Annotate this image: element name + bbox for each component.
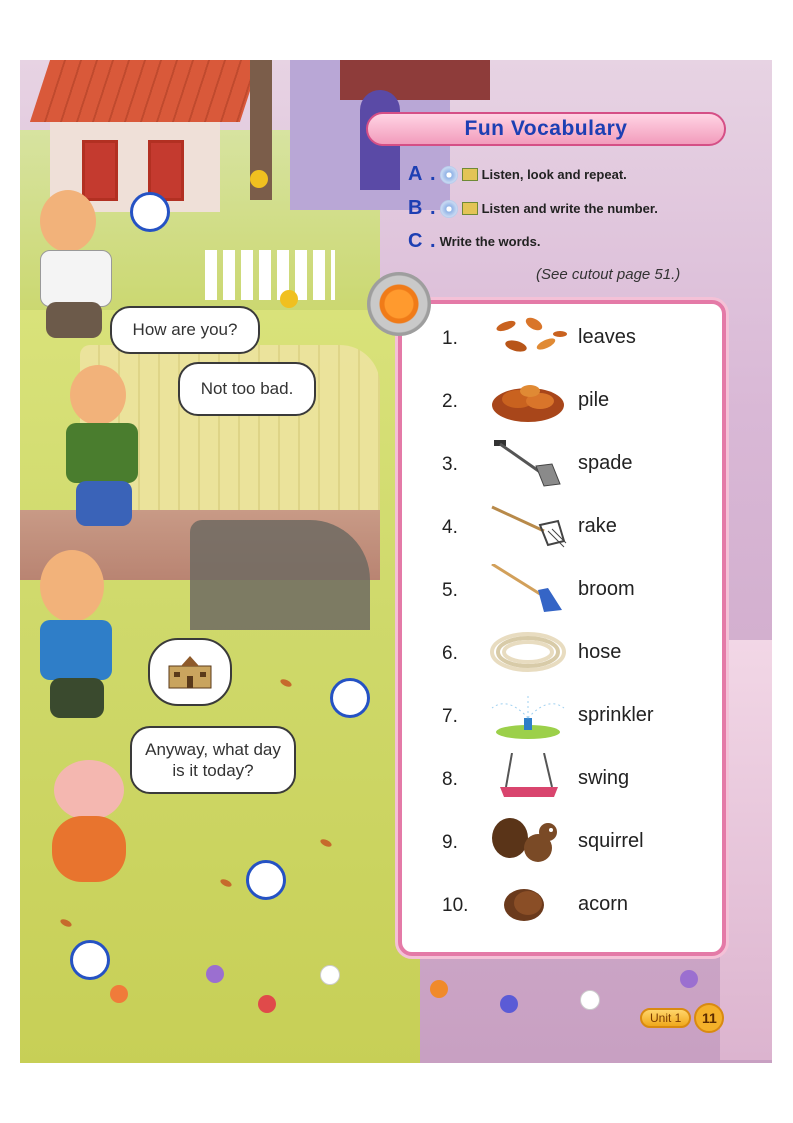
flower-icon: [320, 965, 340, 985]
instruction-dot: .: [430, 163, 436, 185]
instruction-text: Listen and write the number.: [481, 201, 658, 216]
thought-bubble: [148, 638, 232, 706]
girl-jeans: [76, 481, 132, 526]
pig-head: [54, 760, 124, 820]
boy-pants: [50, 678, 104, 718]
page-title: Fun Vocabulary: [464, 117, 628, 140]
answer-circle[interactable]: [70, 940, 110, 980]
vocab-word: hose: [578, 641, 622, 663]
vocab-item: [402, 558, 722, 621]
vocab-word: rake: [578, 515, 617, 537]
flower-icon: [206, 965, 224, 983]
vocab-word: pile: [578, 389, 610, 411]
vocab-item: [402, 621, 722, 684]
instruction-c: [408, 230, 540, 253]
leaf-pile-icon: [488, 375, 568, 425]
flower-icon: [110, 985, 128, 1003]
girl-head: [70, 365, 126, 425]
vocab-item: [402, 369, 722, 432]
vocab-number: 10.: [442, 895, 469, 916]
answer-circle[interactable]: [246, 860, 286, 900]
purple-roof: [340, 60, 490, 100]
pig-dress: [52, 816, 126, 882]
flower-icon: [250, 170, 268, 188]
cd-icon: [440, 200, 458, 218]
flower-icon: [258, 995, 276, 1013]
spade-icon: [488, 438, 568, 488]
boy-head: [40, 190, 96, 252]
vocab-word: leaves: [578, 326, 636, 348]
bubble-text: Not too bad.: [200, 379, 294, 399]
answer-circle[interactable]: [130, 192, 170, 232]
vocab-word: broom: [578, 578, 635, 600]
vocab-item: [402, 306, 722, 369]
iron-gate: [190, 520, 370, 630]
gear-icon: [367, 272, 431, 336]
unit-label: Unit 1: [640, 1008, 691, 1028]
leaves-icon: [488, 312, 568, 362]
instruction-text: Write the words.: [439, 234, 541, 249]
cutout-note: (See cutout page 51.): [536, 266, 681, 283]
house-window: [82, 140, 118, 201]
vocab-number: 7.: [442, 706, 458, 727]
house-roof: [30, 60, 260, 122]
boy-shirt: [40, 620, 112, 680]
bubble-text: Anyway, what day is it today?: [145, 739, 281, 780]
broom-icon: [488, 564, 568, 614]
rake-icon: [488, 501, 568, 551]
instruction-text: Listen, look and repeat.: [481, 167, 627, 182]
flower-icon: [580, 990, 600, 1010]
vocab-item: [402, 873, 722, 936]
vocab-number: 9.: [442, 832, 458, 853]
boy-shorts: [46, 302, 102, 338]
school-icon: [165, 654, 215, 690]
instruction-b: [408, 197, 658, 220]
vocab-item: [402, 684, 722, 747]
swing-icon: [488, 753, 568, 803]
book-icon: [462, 168, 478, 181]
vocab-number: 2.: [442, 391, 458, 412]
girl-sweater: [66, 423, 138, 483]
flower-icon: [500, 995, 518, 1013]
garden-strip: [720, 640, 772, 1060]
title-ribbon: [366, 112, 726, 146]
page-number: 11: [694, 1003, 724, 1033]
answer-circle[interactable]: [330, 678, 370, 718]
instruction-letter: C: [408, 230, 423, 252]
vocab-word: swing: [578, 767, 630, 789]
acorn-icon: [488, 879, 568, 929]
speech-bubble-2: [178, 362, 316, 416]
vocab-number: 5.: [442, 580, 458, 601]
squirrel-icon: [488, 816, 568, 866]
white-fence: [205, 250, 335, 300]
vocabulary-panel: [398, 300, 726, 956]
instruction-letter: B: [408, 197, 423, 219]
hose-icon: [488, 627, 568, 677]
vocab-word: spade: [578, 452, 633, 474]
book-icon: [462, 202, 478, 215]
instruction-dot: .: [430, 197, 436, 219]
flower-icon: [280, 290, 298, 308]
vocab-number: 8.: [442, 769, 458, 790]
vocab-number: 4.: [442, 517, 458, 538]
vocab-number: 3.: [442, 454, 458, 475]
vocab-word: squirrel: [578, 830, 644, 852]
boy-shirt: [40, 250, 112, 307]
flower-icon: [430, 980, 448, 998]
speech-bubble-1: [110, 306, 260, 354]
vocab-word: sprinkler: [578, 704, 654, 726]
boy-head: [40, 550, 104, 622]
vocab-item: [402, 747, 722, 810]
vocab-number: 1.: [442, 328, 458, 349]
sprinkler-icon: [488, 690, 568, 740]
instruction-dot: .: [430, 230, 436, 252]
vocab-number: 6.: [442, 643, 458, 664]
page-footer: [640, 1005, 724, 1031]
cd-icon: [440, 166, 458, 184]
vocab-item: [402, 810, 722, 873]
vocab-item: [402, 495, 722, 558]
bubble-text: How are you?: [132, 320, 238, 340]
textbook-page: [20, 60, 772, 1063]
instruction-a: [408, 163, 627, 186]
flower-icon: [680, 970, 698, 988]
speech-bubble-3: [130, 726, 296, 794]
instruction-letter: A: [408, 163, 423, 185]
vocab-item: [402, 432, 722, 495]
vocab-word: acorn: [578, 893, 629, 915]
